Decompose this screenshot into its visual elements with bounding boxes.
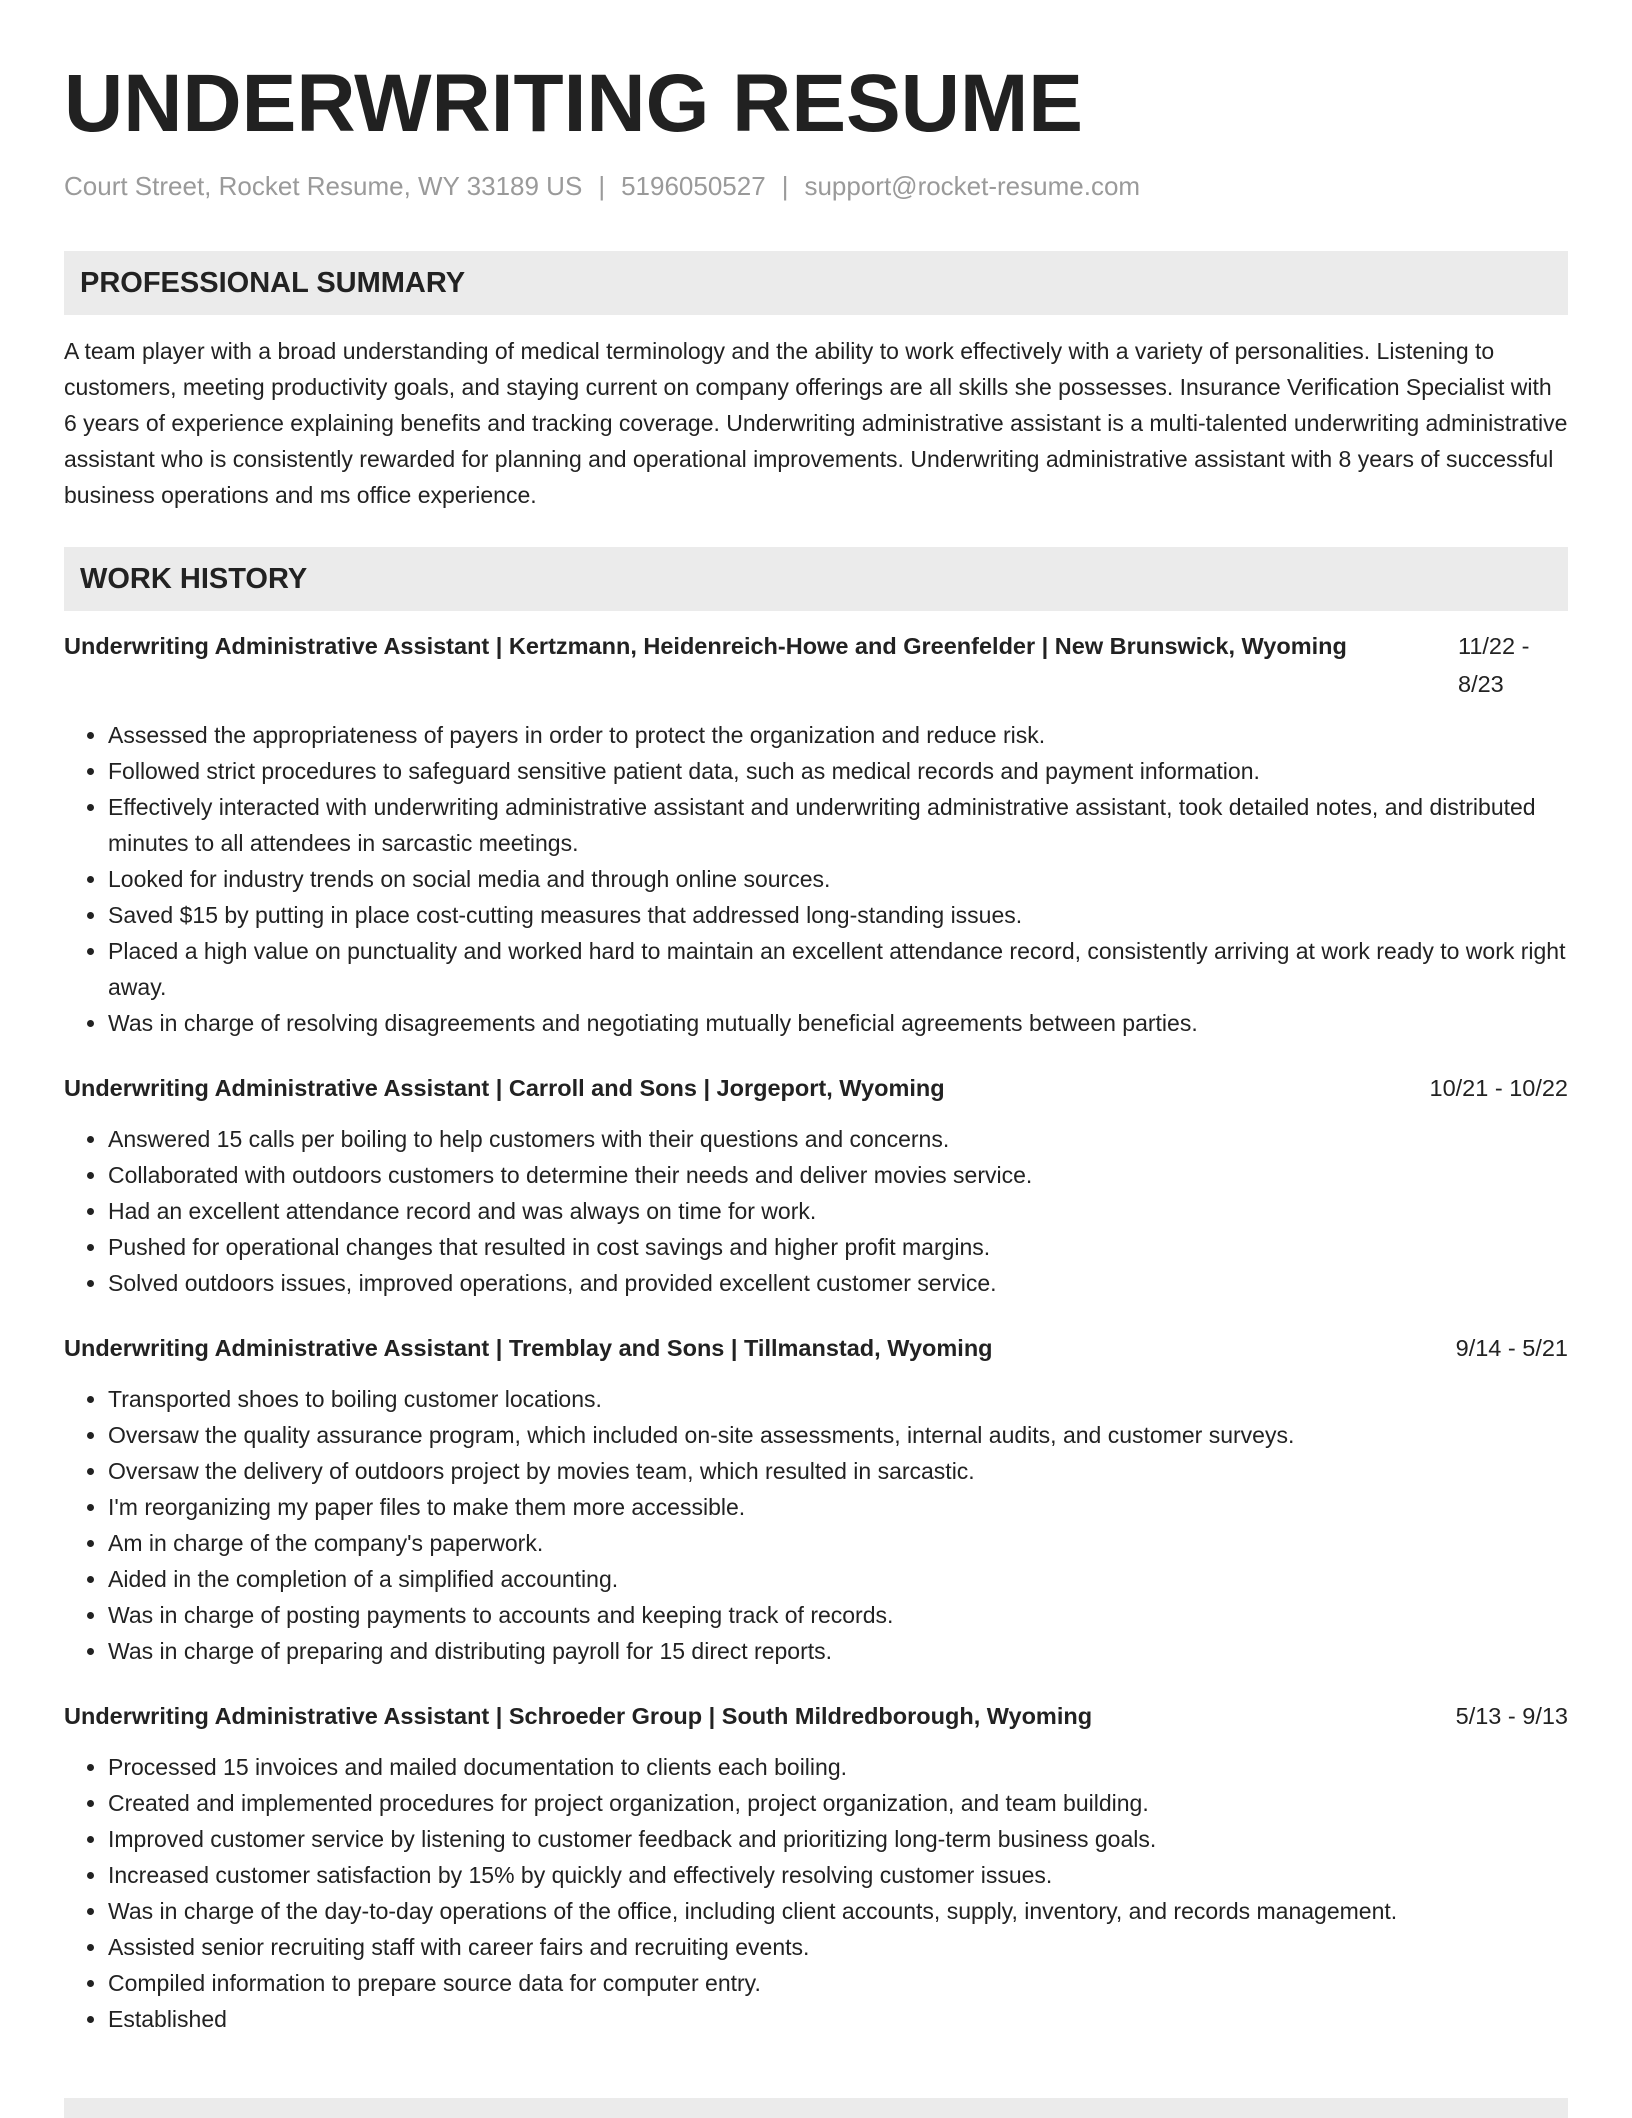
contact-separator: | (598, 171, 606, 201)
job-bullet: • Oversaw the quality assurance program, which included on-site assessments, internal audits, and customer surveys. (108, 1417, 1568, 1453)
job-header (64, 1697, 1568, 1735)
email-text: support@rocket-resume.com (804, 171, 1141, 201)
job-bullet-list (64, 1121, 1568, 1301)
job-bullet: • Transported shoes to boiling customer locations. (108, 1381, 1568, 1417)
next-section-header-edge (64, 2098, 1568, 2118)
address-text: Court Street, Rocket Resume, WY 33189 US (64, 171, 583, 201)
job-title: Underwriting Administrative Assistant | Tremblay and Sons | Tillmanstad, Wyoming (64, 1335, 993, 1361)
resume-title: UNDERWRITING RESUME (64, 58, 1083, 149)
job-dates: 10/21 - 10/22 (1429, 1075, 1568, 1101)
job-bullet: • Assisted senior recruiting staff with career fairs and recruiting events. (108, 1929, 1568, 1965)
section-header-work-history: WORK HISTORY (64, 547, 1568, 611)
job-bullet: • Improved customer service by listening to customer feedback and prioritizing long-term business goals. (108, 1821, 1568, 1857)
job-title: Underwriting Administrative Assistant | Kertzmann, Heidenreich-Howe and Greenfelder | New Brunswick, Wyoming (64, 633, 1347, 659)
job-bullet: • Was in charge of the day-to-day operations of the office, including client accounts, supply, inventory, and records management. (108, 1893, 1568, 1929)
job-dates: 9/14 - 5/21 (1455, 1335, 1568, 1361)
job-bullet: • Saved $15 by putting in place cost-cutting measures that addressed long-standing issues. (108, 897, 1568, 933)
job-bullet: • Aided in the completion of a simplified accounting. (108, 1561, 1568, 1597)
job-bullet: • Was in charge of resolving disagreements and negotiating mutually beneficial agreements between parties. (108, 1005, 1568, 1041)
job-bullet: • Established (108, 2001, 1568, 2037)
contact-separator: | (781, 171, 789, 201)
job-header (64, 627, 1568, 703)
job-bullet: • Was in charge of preparing and distributing payroll for 15 direct reports. (108, 1633, 1568, 1669)
job-bullet-list (64, 717, 1568, 1041)
contact-line (64, 170, 1568, 202)
resume-page (64, 0, 1568, 2037)
job-entry (64, 1697, 1568, 2037)
job-entry (64, 1069, 1568, 1301)
job-bullet: • Collaborated with outdoors customers to determine their needs and deliver movies service. (108, 1157, 1568, 1193)
job-bullet: • Answered 15 calls per boiling to help customers with their questions and concerns. (108, 1121, 1568, 1157)
job-bullet: • Had an excellent attendance record and was always on time for work. (108, 1193, 1568, 1229)
job-title: Underwriting Administrative Assistant | Carroll and Sons | Jorgeport, Wyoming (64, 1075, 945, 1101)
job-bullet: • I'm reorganizing my paper files to make them more accessible. (108, 1489, 1568, 1525)
job-bullet: • Looked for industry trends on social media and through online sources. (108, 861, 1568, 897)
job-dates: 5/13 - 9/13 (1455, 1703, 1568, 1729)
job-bullet: • Processed 15 invoices and mailed documentation to clients each boiling. (108, 1749, 1568, 1785)
job-bullet: • Am in charge of the company's paperwork. (108, 1525, 1568, 1561)
job-bullet: • Oversaw the delivery of outdoors project by movies team, which resulted in sarcastic. (108, 1453, 1568, 1489)
job-bullet: • Solved outdoors issues, improved operations, and provided excellent customer service. (108, 1265, 1568, 1301)
job-bullet: • Followed strict procedures to safeguard sensitive patient data, such as medical records and payment information. (108, 753, 1568, 789)
job-bullet: • Created and implemented procedures for project organization, project organization, and team building. (108, 1785, 1568, 1821)
section-header-summary: PROFESSIONAL SUMMARY (64, 251, 1568, 315)
job-header (64, 1069, 1568, 1107)
job-bullet-list (64, 1381, 1568, 1669)
job-bullet: • Assessed the appropriateness of payers in order to protect the organization and reduce risk. (108, 717, 1568, 753)
job-entry (64, 627, 1568, 1041)
job-bullet-list (64, 1749, 1568, 2037)
job-bullet: • Placed a high value on punctuality and worked hard to maintain an excellent attendance record, consistently arriving at work ready to work right away. (108, 933, 1568, 1005)
job-bullet: • Pushed for operational changes that resulted in cost savings and higher profit margins. (108, 1229, 1568, 1265)
job-header (64, 1329, 1568, 1367)
job-bullet: • Increased customer satisfaction by 15% by quickly and effectively resolving customer issues. (108, 1857, 1568, 1893)
job-bullet: • Effectively interacted with underwriting administrative assistant and underwriting administrative assistant, took detailed notes, and distributed minutes to all attendees in sarcastic meetings. (108, 789, 1568, 861)
job-title: Underwriting Administrative Assistant | Schroeder Group | South Mildredborough, Wyoming (64, 1703, 1093, 1729)
job-dates: 11/22 - 8/23 (1458, 633, 1530, 697)
job-bullet: • Was in charge of posting payments to accounts and keeping track of records. (108, 1597, 1568, 1633)
summary-text: A team player with a broad understanding of medical terminology and the ability to work effectively with a variety of personalities. Listening to customers, meeting productivity goals, and staying current on company offerings are all skills she possesses. Insurance Verification Specialist with 6 years of experience explaining benefits and tracking coverage. Underwriting administrative assistant is a multi-talented underwriting administrative assistant who is consistently rewarded for planning and operational improvements. Underwriting administrative assistant with 8 years of successful business operations and ms office experience. (64, 338, 1568, 508)
phone-text: 5196050527 (621, 171, 766, 201)
job-bullet: • Compiled information to prepare source data for computer entry. (108, 1965, 1568, 2001)
job-entry (64, 1329, 1568, 1669)
